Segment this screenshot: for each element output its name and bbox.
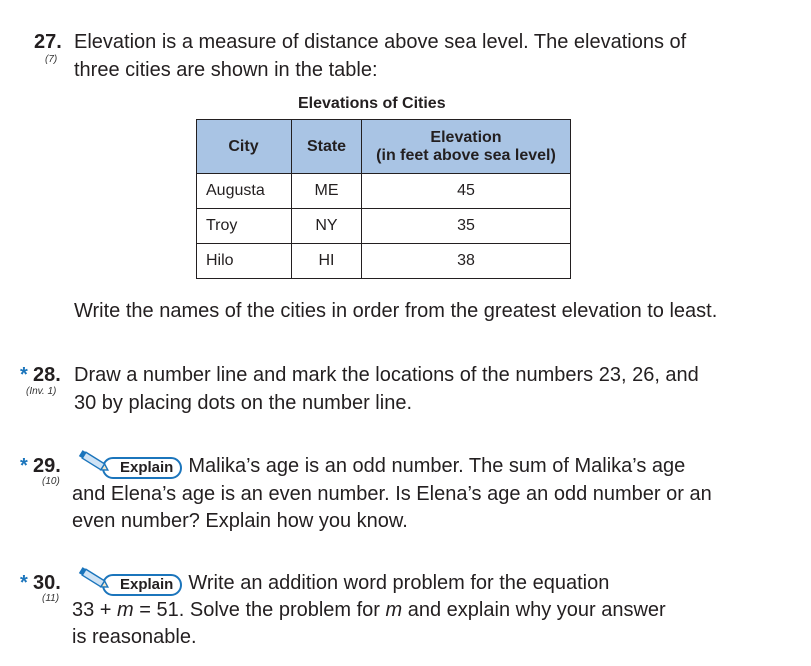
pencil-icon — [76, 449, 112, 475]
explain-badge — [102, 457, 182, 479]
problem-27-instruction: Write the names of the cities in order from the greatest elevation to least. — [74, 300, 718, 322]
problem-30-line1: Write an addition word problem for the equation — [188, 572, 610, 594]
explain-badge — [102, 574, 182, 596]
table-row — [197, 174, 571, 209]
explain-badge-label: Explain — [120, 576, 174, 593]
problem-27-number: 27. — [34, 31, 62, 53]
problem-30-star: * — [20, 572, 28, 594]
cell-elevation: 45 — [362, 174, 571, 209]
cell-state: ME — [292, 174, 362, 209]
problem-28-ref: (Inv. 1) — [26, 386, 57, 397]
header-elevation-line2: (in feet above sea level) — [376, 146, 556, 164]
problem-30-line3: is reasonable. — [72, 626, 197, 648]
problem-28-line2: 30 by placing dots on the number line. — [74, 392, 412, 414]
table-caption: Elevations of Cities — [298, 95, 446, 112]
problem-27-ref: (7) — [45, 54, 58, 65]
problem-29-line1-wrap — [102, 453, 685, 480]
problem-29-number: 29. — [33, 455, 61, 477]
problem-27-line2: three cities are shown in the table: — [74, 59, 378, 81]
problem-29-line1: Malika’s age is an odd number. The sum of Malika’s age — [188, 455, 686, 477]
cell-elevation: 38 — [362, 244, 571, 279]
problem-28-number: 28. — [33, 364, 61, 386]
equation-part-c: and explain why your answer — [402, 599, 666, 621]
variable-m: m — [385, 599, 403, 621]
problem-29-line3: even number? Explain how you know. — [72, 510, 408, 532]
explain-badge-label: Explain — [120, 459, 174, 476]
cell-city: Troy — [197, 209, 292, 244]
problem-29-star: * — [20, 455, 28, 477]
problem-30-line1-wrap — [102, 570, 609, 597]
cell-elevation: 35 — [362, 209, 571, 244]
equation-part-a: 33 + — [72, 599, 118, 621]
table-row — [197, 244, 571, 279]
problem-28-star: * — [20, 364, 28, 386]
cell-state: HI — [292, 244, 362, 279]
table-row — [197, 209, 571, 244]
problem-27-line1: Elevation is a measure of distance above sea level. The elevations of — [74, 31, 687, 53]
elevations-table — [196, 119, 571, 279]
problem-28-line1: Draw a number line and mark the locations of the numbers 23, 26, and — [74, 364, 699, 386]
problem-29-ref: (10) — [42, 476, 60, 487]
problem-30-number: 30. — [33, 572, 61, 594]
variable-m: m — [117, 599, 134, 621]
problem-30-line2 — [72, 597, 666, 624]
cell-state: NY — [292, 209, 362, 244]
problem-29-line2: and Elena’s age is an even number. Is Elena’s age an odd number or an — [72, 483, 712, 505]
header-city: City — [197, 120, 292, 174]
cell-city: Hilo — [197, 244, 292, 279]
header-elevation — [362, 120, 571, 174]
pencil-icon — [76, 566, 112, 592]
problem-30-ref: (11) — [42, 593, 60, 604]
equation-part-b: = 51. Solve the problem for — [133, 599, 386, 621]
header-elevation-line1: Elevation — [430, 128, 502, 146]
header-state: State — [292, 120, 362, 174]
cell-city: Augusta — [197, 174, 292, 209]
